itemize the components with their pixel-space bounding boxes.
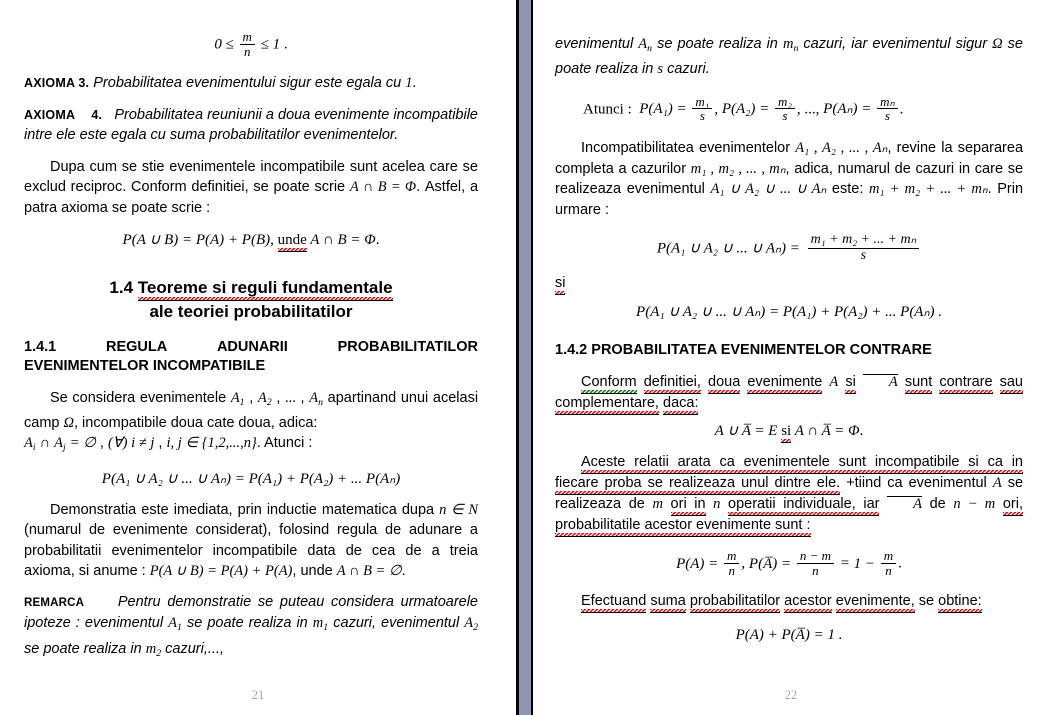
paragraph-evenimentul-an bbox=[555, 34, 1023, 80]
aceste-seg5: operatii individuale, iar bbox=[728, 496, 879, 516]
cont-mn: m bbox=[782, 36, 794, 52]
heading-1-4-1 bbox=[24, 338, 478, 376]
pa-period: . bbox=[898, 555, 902, 572]
contrare-si: si bbox=[781, 423, 791, 443]
conform-event-a: A bbox=[829, 374, 839, 391]
heading-1-4-1-line2: EVENIMENTELOR INCOMPATIBILE bbox=[24, 357, 266, 374]
remarca-m2: m bbox=[145, 640, 157, 657]
atunci-pn-num: mₙ bbox=[880, 93, 895, 109]
incomp-sum: m₁ + m₂ + ... + mₙ bbox=[868, 181, 988, 198]
demo-t1: Demonstratia este imediata, prin inductie matematica dupa bbox=[50, 501, 435, 518]
connector-si-line bbox=[555, 273, 1023, 294]
aceste-seg2: +tiind ca evenimentul bbox=[846, 475, 987, 492]
axioma-4-label: AXIOMA bbox=[24, 107, 76, 122]
document-page-right bbox=[533, 0, 1045, 715]
axioma-4-text: Probabilitatea reuniunii a doua evenimente incompatibile intre ele este egala cu suma probabilitatilor evenimentelor. bbox=[24, 106, 478, 144]
remarca-label: REMARCA bbox=[24, 596, 85, 609]
heading-1-4-1-line1 bbox=[24, 338, 478, 357]
demo-t3: , unde bbox=[292, 563, 333, 580]
connector-si: si bbox=[555, 275, 565, 295]
remarca-t3: cazuri, evenimentul bbox=[333, 615, 460, 632]
document-page-left bbox=[0, 0, 516, 715]
heading-1-4-1-word-1: ADUNARII bbox=[216, 338, 288, 355]
cont-t2: se poate realiza in bbox=[657, 36, 778, 52]
paragraph-demonstratia bbox=[24, 500, 478, 582]
inline-formula-a-cap-b-phi: A ∩ B = Φ bbox=[349, 179, 417, 196]
conform-w3: evenimente bbox=[747, 374, 822, 394]
pa-num: m bbox=[727, 548, 737, 564]
conform-w1: definitiei, bbox=[644, 374, 701, 394]
formula-inline-a-cap-b-empty: A ∩ B = ∅ bbox=[336, 563, 402, 580]
atunci-p1-num: m₁ bbox=[695, 93, 710, 109]
pa-den: n bbox=[724, 563, 739, 578]
cond-a-i: A bbox=[24, 435, 33, 452]
event-a1-sub: 1 bbox=[239, 396, 245, 408]
n-in-naturals: n ∈ N bbox=[439, 501, 478, 518]
paragraph-dupa-line2: . Astfel, a patra axioma se poate scrie : bbox=[24, 179, 479, 216]
event-a2: A bbox=[257, 389, 267, 406]
efect-w3: acestor bbox=[784, 593, 832, 613]
incomp-t2: , revine la separarea completa a cazurilor bbox=[555, 140, 1024, 177]
axioma-4-paragraph bbox=[24, 105, 478, 146]
cont-s: s bbox=[657, 61, 664, 78]
efect-w4: evenimente, bbox=[836, 593, 915, 613]
cap-symbol: ∩ bbox=[39, 435, 51, 452]
incomp-case-list: m₁ , m₂ , ... , mₙ bbox=[690, 160, 786, 177]
incomp-event-list: A₁ , A₂ , ... , Aₙ bbox=[795, 140, 888, 157]
paragraph-dupa-cum-se-stie bbox=[24, 157, 478, 219]
union-frac-den: s bbox=[808, 248, 920, 264]
event-a2-sub: 2 bbox=[266, 396, 272, 408]
paragraph-aceste-relatii bbox=[555, 452, 1023, 536]
formula-pa-and-pabar: P(A) = $\frac{m}{n}$ , P(A̅) = $\frac{n - m}{n}$ = 1 − $\frac{m}{n}$ . bbox=[676, 548, 902, 579]
eq-empty-set: = ∅ bbox=[69, 435, 96, 452]
aceste-event-a: A bbox=[992, 475, 1002, 492]
axioma-4-number: 4. bbox=[91, 107, 103, 122]
conform-w6: sau bbox=[1000, 374, 1023, 394]
heading-1-4-line2: ale teoriei probabilitatilor bbox=[149, 301, 353, 321]
cond-a-i-sub: i bbox=[32, 442, 36, 454]
formula-union-comma: , bbox=[270, 232, 274, 249]
atunci-pn-den: s bbox=[877, 108, 898, 123]
formula-union-addition-rule bbox=[24, 232, 478, 249]
incomp-union: A₁ ∪ A₂ ∪ ... ∪ Aₙ bbox=[710, 181, 827, 198]
event-an: A bbox=[309, 389, 319, 406]
pabar-num: n − m bbox=[799, 548, 832, 564]
aceste-m: m bbox=[652, 496, 663, 513]
atunci-label: Atunci : bbox=[583, 101, 632, 118]
conform-event-a-bar: A bbox=[863, 374, 898, 390]
paragraph-remarca bbox=[24, 592, 478, 664]
cont-an: A bbox=[638, 36, 648, 52]
pa-one-minus: 1 − bbox=[853, 555, 876, 572]
formula-union-lhs: P(A ∪ B) = P(A) + P(B) bbox=[122, 232, 271, 249]
aceste-seg7: ori, probabilitatile acestor evenimente sunt : bbox=[555, 496, 1023, 537]
se-considera-t3: , incompatibile doua cate doua, adica: bbox=[74, 414, 318, 431]
page-number-left: 21 bbox=[251, 688, 265, 702]
heading-1-4-title: Teoreme si reguli fundamentale bbox=[138, 278, 393, 301]
cond-a-j: A bbox=[54, 435, 64, 452]
cont-an-sub: n bbox=[647, 42, 653, 54]
formula-union-unde-word: unde bbox=[278, 232, 307, 252]
aceste-a-bar: A bbox=[887, 496, 922, 512]
paragraph-efectuand bbox=[555, 591, 1023, 612]
axioma-3-text: Probabilitatea evenimentului sigur este egala cu bbox=[93, 75, 402, 92]
demo-t2: (numarul de evenimente considerat), folosind regula de adunare a probabilitatii evenimentelor incompatibile data de cea de a treia axioma, si anume : bbox=[24, 522, 478, 580]
event-an-sub: n bbox=[318, 396, 324, 408]
index-membership: i, j ∈ {1,2,...,n} bbox=[166, 435, 257, 452]
cont-t4: se poate realiza in bbox=[555, 36, 1023, 78]
remarca-a1-sub: 1 bbox=[177, 622, 182, 634]
aceste-n: n bbox=[713, 496, 721, 513]
conform-si: si bbox=[845, 374, 855, 394]
atunci-p1-den: s bbox=[692, 108, 712, 123]
formula-union-period: . bbox=[375, 232, 380, 249]
atunci-p2: P(A₂) = bbox=[721, 101, 770, 118]
pa-last-num: m bbox=[883, 548, 894, 564]
axioma-3-period: . bbox=[412, 75, 417, 92]
se-considera-t1: Se considera evenimentele bbox=[50, 389, 227, 406]
conform-w0: Conform bbox=[581, 374, 637, 394]
paragraph-conform-definitiei bbox=[555, 372, 1023, 413]
remarca-m2-sub: 2 bbox=[156, 647, 162, 659]
remarca-m1: m bbox=[312, 615, 324, 632]
conform-w2: doua bbox=[708, 374, 740, 394]
contrare-right: A ∩ A̅ = Φ bbox=[794, 423, 860, 440]
heading-1-4-number: 1.4 bbox=[109, 277, 134, 297]
contrare-left: A ∪ A̅ = E bbox=[714, 423, 778, 440]
ellipsis-events: ... bbox=[285, 389, 296, 406]
remarca-a2-sub: 2 bbox=[473, 622, 479, 634]
union-frac-lhs: P(A₁ ∪ A₂ ∪ ... ∪ Aₙ) = bbox=[656, 240, 800, 257]
formula-atunci-probabilities: Atunci : P(A₁) = $\frac{\text{m₁}}{s}$ , P(A₂) = $\frac{\text{m₂}}{s}$ , ..., P(Aₙ) = $\frac{\text{mₙ}}{s}$ . bbox=[583, 93, 904, 124]
contrare-period: . bbox=[859, 423, 864, 440]
conform-w4: sunt bbox=[905, 374, 932, 394]
heading-1-4-line1 bbox=[24, 276, 478, 300]
pabar-label: P(A̅) = bbox=[748, 555, 792, 572]
heading-1-4 bbox=[24, 276, 478, 324]
formula-union-expanded: P(A₁ ∪ A₂ ∪ ... ∪ Aₙ) = P(A₁) + P(A₂) + ... P(Aₙ) . bbox=[636, 303, 942, 320]
axioma-3-label: AXIOMA 3. bbox=[24, 76, 90, 91]
heading-1-4-1-word-2: PROBABILITATILOR bbox=[337, 338, 478, 355]
remarca-a2: A bbox=[464, 615, 474, 632]
forall-condition: (∀) i ≠ j bbox=[107, 435, 155, 452]
atunci-p2-num: m₂ bbox=[777, 93, 792, 109]
efect-w0: Efectuand bbox=[581, 593, 646, 613]
remarca-t4: se poate realiza in bbox=[24, 640, 142, 657]
formula-zero-le-m-over-n-le-one: 0 ≤ $\frac{m}{n}$ ≤ 1 . bbox=[214, 29, 288, 59]
atunci-pn: P(Aₙ) = bbox=[823, 101, 872, 118]
axioma-3-value: 1 bbox=[405, 75, 413, 92]
formula-probability-sum-n-events: P(A₁ ∪ A₂ ∪ ... ∪ Aₙ) = P(A₁) + P(A₂) + ... P(Aₙ) bbox=[101, 470, 401, 487]
cont-mn-sub: n bbox=[793, 42, 799, 54]
aceste-seg4: ori in bbox=[671, 496, 706, 516]
se-considera-t2: apartinand unui acelasi camp bbox=[24, 389, 479, 431]
incomp-t1: Incompatibilitatea evenimentelor bbox=[581, 140, 791, 157]
atunci-dots: ... bbox=[804, 101, 816, 118]
aceste-seg1: Aceste relatii arata ca evenimentele sunt incompatibile si ca in fiecare proba se realizeaza unul dintre ele. bbox=[555, 454, 1023, 495]
paragraph-se-considera: Se considera evenimentele $A_1$ , $A_2$ , ... , $A_n$ apartinand unui acelasi camp Ω, incompatibile doua cate doua, adica: $A_i$ ∩ $A_j$ = ∅ , (∀) i ≠ j , i, j ∈ {1,2,...,n}. Atunci : bbox=[24, 389, 479, 454]
pa-label: P(A) = bbox=[676, 555, 719, 572]
incomp-t4: este: bbox=[831, 181, 864, 198]
page-number-right: 22 bbox=[784, 688, 798, 702]
event-a1: A bbox=[230, 389, 240, 406]
incomp-t3: , adica, numarul de cazuri in care se realizeaza evenimentul bbox=[555, 160, 1024, 198]
remarca-t2: se poate realiza in bbox=[186, 615, 308, 632]
aceste-n-minus-m: n − m bbox=[953, 496, 996, 513]
formula-union-over-s bbox=[555, 234, 1023, 264]
axioma-3-paragraph bbox=[24, 73, 478, 94]
conform-w5: contrare bbox=[939, 374, 992, 394]
omega-symbol: Ω bbox=[63, 414, 74, 431]
cont-omega: Ω bbox=[992, 36, 1003, 52]
aceste-seg6: de bbox=[929, 496, 946, 513]
heading-1-4-1-word-0: REGULA bbox=[105, 338, 168, 355]
formula-contrare-definition bbox=[555, 423, 1023, 440]
heading-1-4-1-number: 1.4.1 bbox=[24, 338, 57, 355]
se-considera-t4: . Atunci : bbox=[256, 435, 313, 452]
remarca-t5: cazuri,..., bbox=[165, 640, 224, 657]
paragraph-incompatibilitatea bbox=[555, 138, 1023, 220]
efect-se: se bbox=[918, 592, 935, 609]
heading-1-4-2: 1.4.2 PROBABILITATEA EVENIMENTELOR CONTRARE bbox=[555, 342, 932, 359]
aceste-seg3: se realizeaza de bbox=[555, 475, 1024, 513]
efect-obtine: obtine: bbox=[938, 593, 982, 613]
pa-last-den: n bbox=[881, 563, 896, 578]
demo-t4: . bbox=[401, 563, 406, 580]
remarca-m1-sub: 1 bbox=[323, 622, 329, 634]
formula-inline-p-union-ab: P(A ∪ B) = P(A) + P(A) bbox=[149, 563, 293, 580]
union-frac-num: m₁ + m₂ + ... + mₙ bbox=[810, 232, 917, 248]
incomp-t5: . Prin urmare : bbox=[555, 181, 1024, 218]
atunci-p2-den: s bbox=[775, 108, 795, 123]
formula-total-probability-one: P(A) + P(A̅) = 1 . bbox=[735, 627, 843, 644]
efect-w2: probabilitatilor bbox=[690, 593, 780, 613]
pabar-den: n bbox=[797, 563, 834, 578]
pa-eq: = bbox=[839, 555, 850, 572]
remarca-t1: Pentru demonstratie se puteau considera urmatoarele ipoteze : evenimentul bbox=[24, 593, 478, 632]
cont-t5: cazuri. bbox=[667, 61, 710, 78]
cont-t1: evenimentul bbox=[555, 36, 634, 52]
cond-a-j-sub: j bbox=[63, 442, 66, 454]
page-divider-gutter bbox=[516, 0, 533, 715]
cont-t3: cazuri, iar evenimentul sigur bbox=[803, 36, 988, 52]
remarca-a1: A bbox=[168, 615, 177, 632]
atunci-p1: P(A₁) = bbox=[639, 101, 687, 118]
efect-w1: suma bbox=[650, 593, 685, 613]
conform-w7: complementare, bbox=[555, 395, 659, 415]
conform-w8: daca: bbox=[663, 395, 698, 415]
paragraph-dupa-line1: Dupa cum se stie evenimentele incompatibile sunt acelea care se exclud reciproc. Conform definitiei, se poate scrie bbox=[24, 158, 478, 196]
formula-union-rhs: A ∩ B = Φ bbox=[310, 232, 376, 249]
atunci-period: . bbox=[899, 101, 904, 118]
